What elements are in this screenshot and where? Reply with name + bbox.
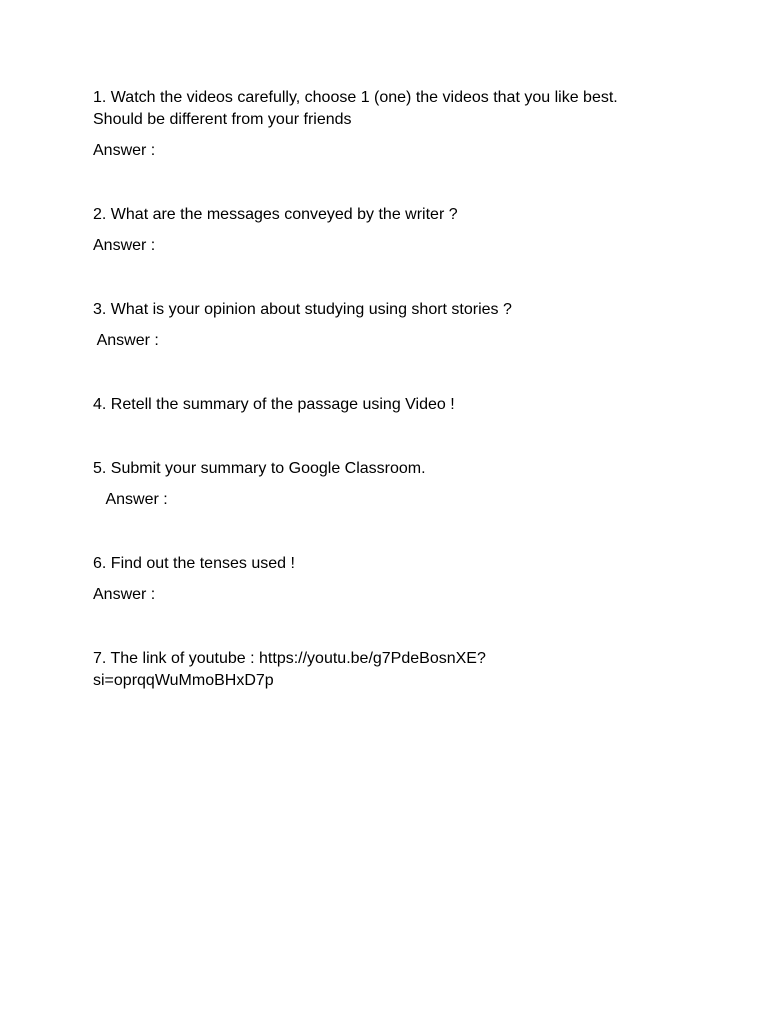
answer-1-label: Answer : xyxy=(93,142,156,159)
question-6: 6. Find out the tenses used ! xyxy=(93,555,295,572)
question-7-line-1: 7. The link of youtube : https://youtu.be/g7PdeBosnXE? xyxy=(93,650,486,667)
question-1-line-2: Should be different from your friends xyxy=(93,111,352,128)
answer-3-label: Answer : xyxy=(93,332,159,349)
question-4: 4. Retell the summary of the passage using Video ! xyxy=(93,396,455,413)
question-2: 2. What are the messages conveyed by the writer ? xyxy=(93,206,458,223)
question-3: 3. What is your opinion about studying using short stories ? xyxy=(93,301,512,318)
answer-2-label: Answer : xyxy=(93,237,156,254)
answer-6-label: Answer : xyxy=(93,586,156,603)
question-5: 5. Submit your summary to Google Classroom. xyxy=(93,460,426,477)
answer-5-label: Answer : xyxy=(93,491,168,508)
youtube-link-text: si=oprqqWuMmoBHxD7p xyxy=(93,672,274,689)
question-1-line-1: 1. Watch the videos carefully, choose 1 (one) the videos that you like best. xyxy=(93,89,618,106)
